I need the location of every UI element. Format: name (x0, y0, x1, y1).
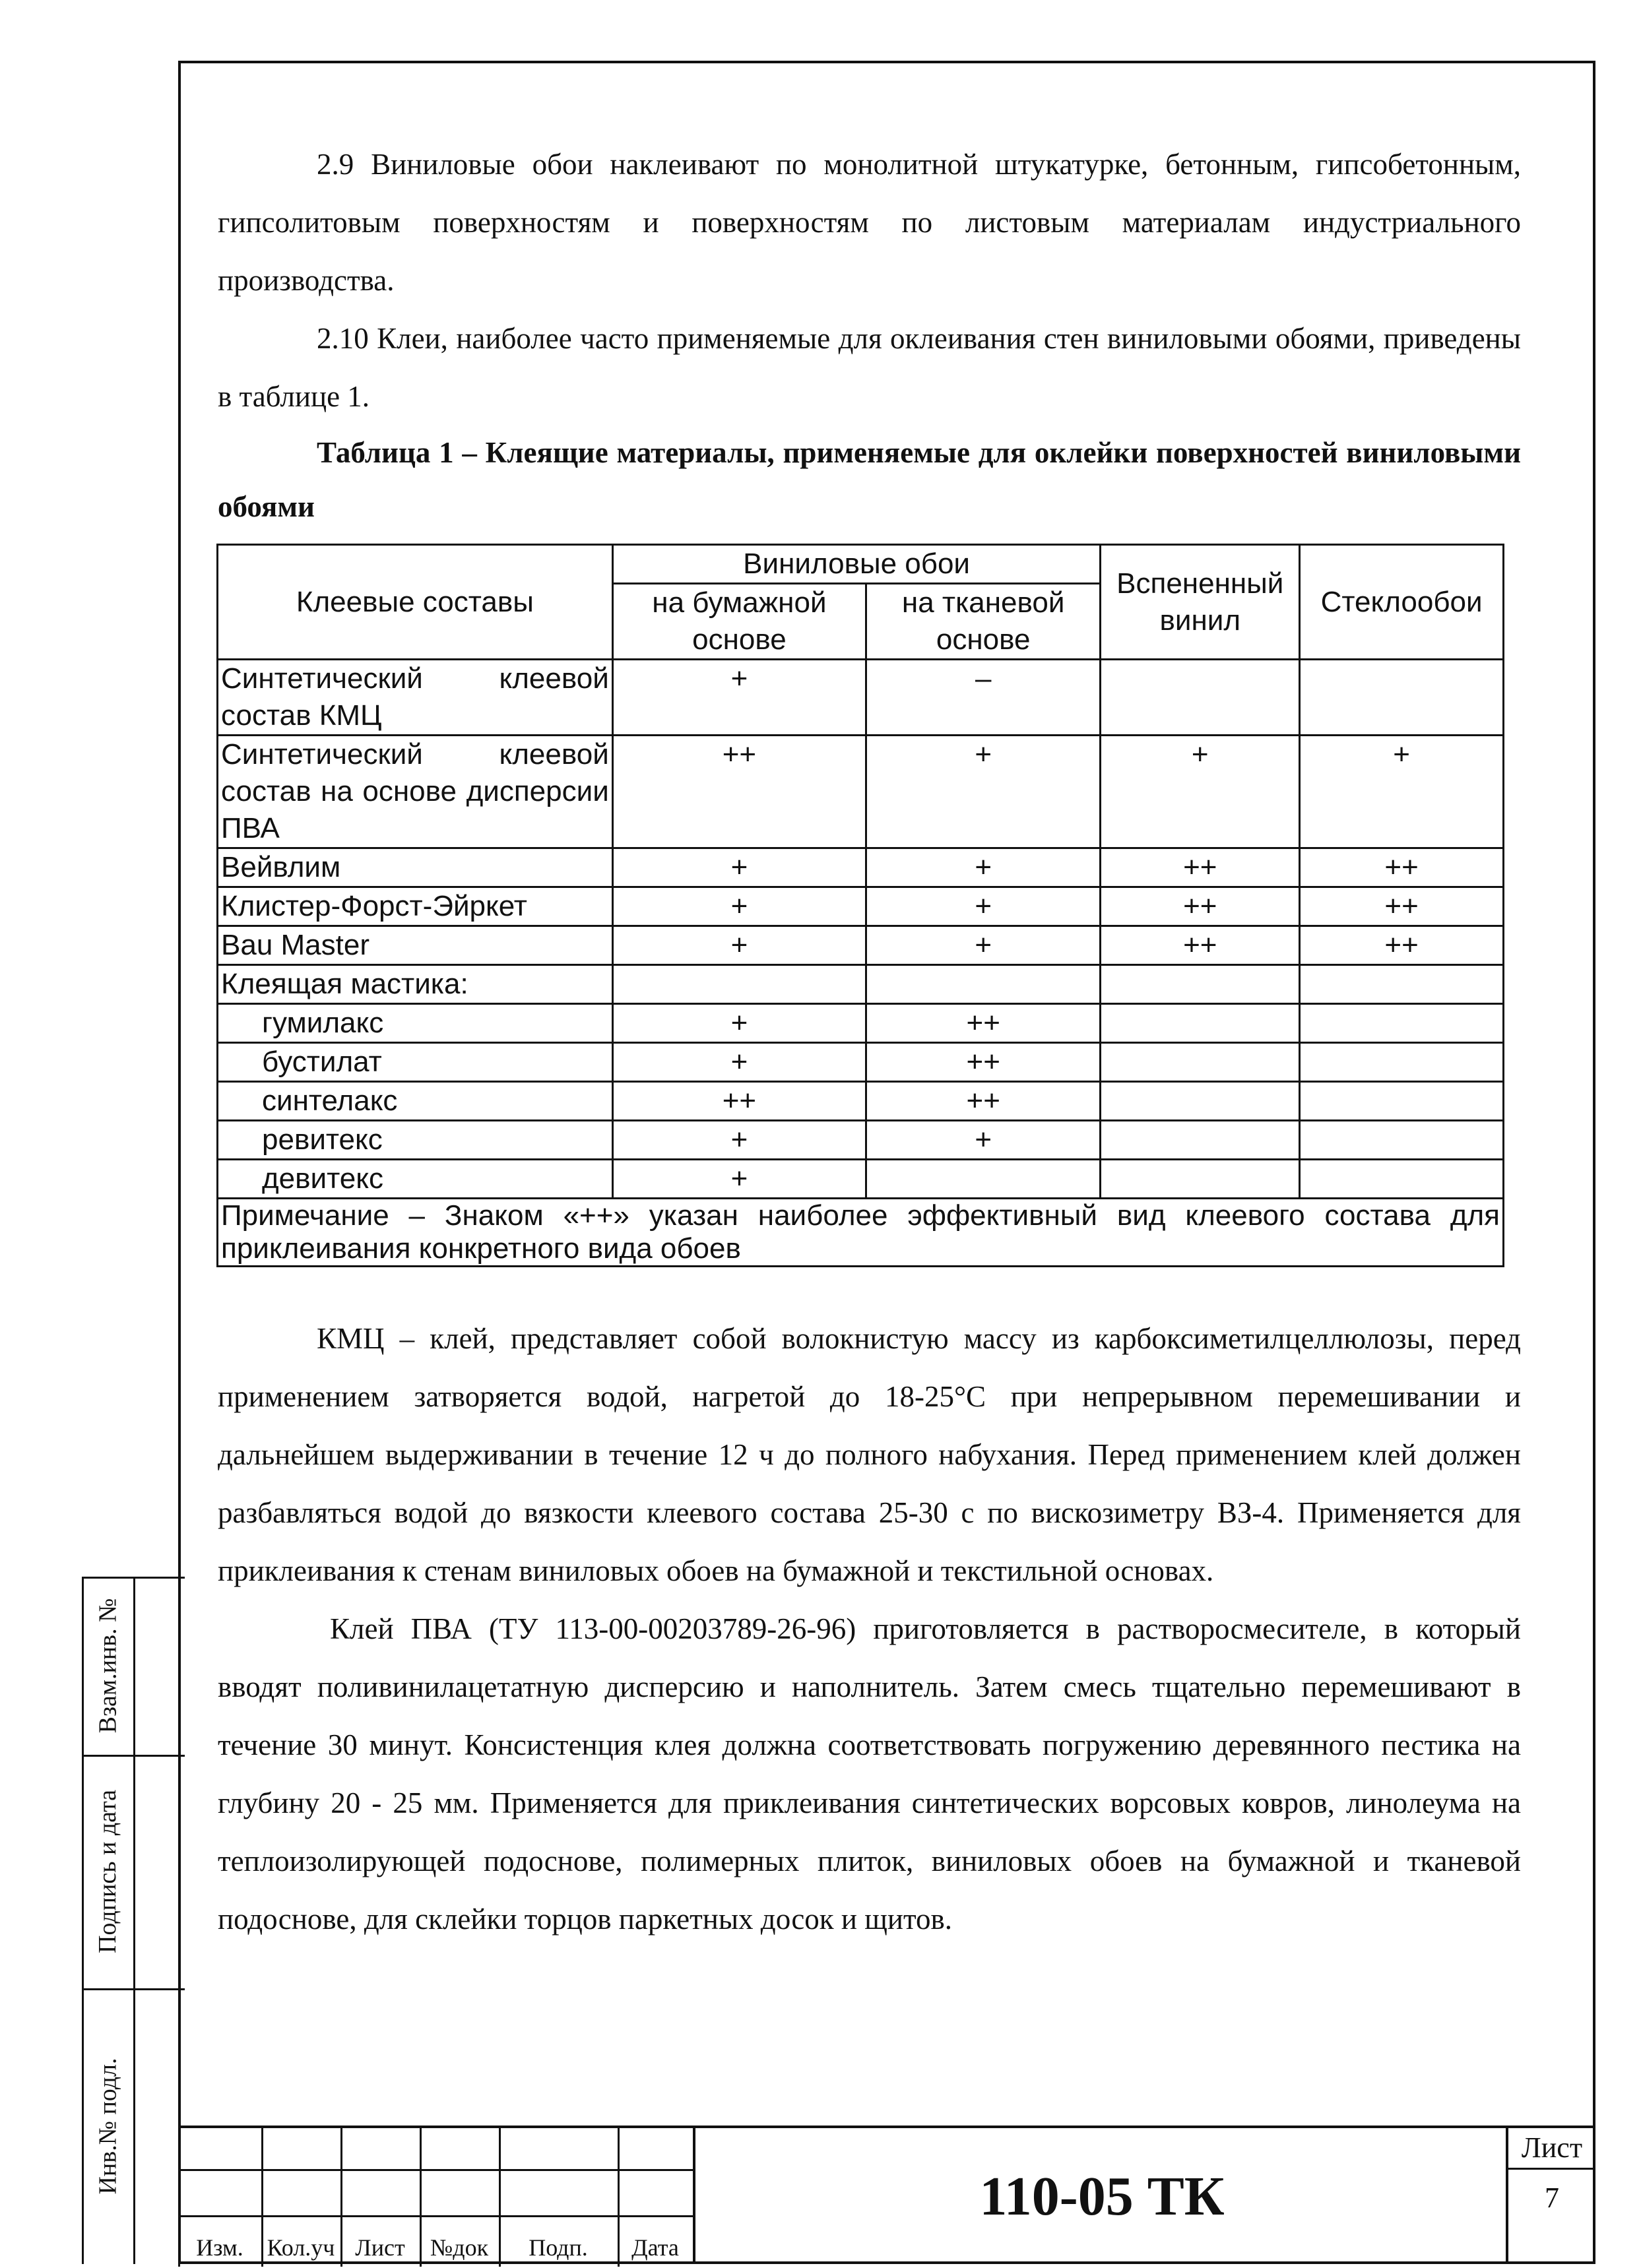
table-row (218, 965, 1504, 1004)
cell-paper (612, 965, 866, 1004)
row-name: бустилат (218, 1043, 613, 1082)
row-name: ревитекс (218, 1121, 613, 1160)
col-list: Лист (355, 2234, 405, 2261)
cell-foamed: ++ (1101, 926, 1300, 965)
cell-foamed (1101, 1160, 1300, 1199)
col-kol: Кол.уч (267, 2234, 335, 2261)
cell-paper: + (612, 660, 866, 736)
table-row (218, 1160, 1504, 1199)
table-caption: Таблица 1 – Клеящие материалы, применяемые для оклейки поверхностей виниловыми обоями (218, 436, 1521, 523)
col-podp: Подп. (529, 2234, 588, 2261)
cell-paper: ++ (612, 1082, 866, 1121)
paragraph-pva: Клей ПВА (ТУ 113-00-00203789-26-96) приготовляется в растворосмесителе, в который вводят поливинилацетатную дисперсию и наполнитель. Затем смесь тщательно перемешивают в течение 30 минут. Консистенция клея должна соответствовать погружению деревянного пестика на глубину 20 - 25 мм. Применяется для приклеивания синтетических ворсовых ковров, линолеума на теплоизолирующей подоснове, полимерных плиток, виниловых обоев на бумажной и тканевой подоснове, для склейки торцов паркетных досок и щитов. (218, 1612, 1521, 1936)
header-adhesives: Клеевые составы (218, 545, 613, 660)
cell-glass (1300, 1160, 1504, 1199)
cell-glass: + (1300, 736, 1504, 848)
cell-foamed (1101, 1004, 1300, 1043)
cell-fabric: ++ (866, 1043, 1101, 1082)
row-name: девитекс (218, 1160, 613, 1199)
table-row (218, 887, 1504, 926)
cell-glass: ++ (1300, 887, 1504, 926)
paragraph-kmc: КМЦ – клей, представляет собой волокнистую массу из карбоксиметилцеллюлозы, перед применением затворяется водой, нагретой до 18-25°С при непрерывном перемешивании и дальнейшем выдерживании в течение 12 ч до полного набухания. Перед применением клей должен разбавляться водой до вязкости клеевого состава 25-30 с по вискозиметру ВЗ-4. Применяется для приклеивания к стенам виниловых обоев на бумажной и текстильной основах. (218, 1322, 1521, 1587)
cell-foamed (1101, 1082, 1300, 1121)
row-name: Синтетический клеевой состав КМЦ (218, 660, 613, 736)
cell-foamed (1101, 1121, 1300, 1160)
row-name: Клистер-Форст-Эйркет (218, 887, 613, 926)
sheet-number: 7 (1545, 2182, 1559, 2214)
cell-glass (1300, 660, 1504, 736)
title-block (178, 2126, 1595, 2264)
sheet-box (1506, 2126, 1595, 2264)
cell-fabric: + (866, 887, 1101, 926)
cell-foamed: ++ (1101, 887, 1300, 926)
cell-fabric: ++ (866, 1082, 1101, 1121)
row-name: синтелакс (218, 1082, 613, 1121)
header-glass-fiber: Стеклообои (1300, 545, 1504, 660)
cell-foamed (1101, 965, 1300, 1004)
document-code: 110-05 ТК (693, 2126, 1508, 2264)
cell-foamed: ++ (1101, 848, 1300, 887)
table-row (218, 1121, 1504, 1160)
table-row (218, 1082, 1504, 1121)
table-note: Примечание – Знаком «++» указан наиболее эффективный вид клеевого состава для приклеивания конкретного вида обоев (218, 1199, 1504, 1267)
cell-glass (1300, 1082, 1504, 1121)
cell-paper: + (612, 1121, 866, 1160)
sheet-label: Лист (1508, 2128, 1595, 2170)
cell-glass (1300, 1121, 1504, 1160)
lower-text (218, 1309, 1521, 1948)
upper-text (218, 135, 1521, 534)
header-vinyl-group: Виниловые обои (612, 545, 1101, 584)
header-fabric-base: на тканевой основе (866, 584, 1101, 660)
header-paper-base: на бумажной основе (612, 584, 866, 660)
cell-fabric: + (866, 1121, 1101, 1160)
cell-fabric (866, 965, 1101, 1004)
cell-paper: + (612, 1004, 866, 1043)
col-ndok: №док (430, 2234, 489, 2261)
cell-fabric: + (866, 848, 1101, 887)
cell-foamed (1101, 1043, 1300, 1082)
cell-glass (1300, 1004, 1504, 1043)
cell-foamed: + (1101, 736, 1300, 848)
cell-paper: + (612, 887, 866, 926)
adhesives-table (216, 544, 1504, 1267)
paragraph-2-10: 2.10 Клеи, наиболее часто применяемые для оклеивания стен виниловыми обоями, приведены в таблице 1. (218, 322, 1521, 413)
col-data: Дата (631, 2234, 679, 2261)
cell-fabric (866, 1160, 1101, 1199)
title-block-column-headers (178, 2226, 693, 2264)
row-name: Вейвлим (218, 848, 613, 887)
cell-paper: ++ (612, 736, 866, 848)
cell-glass (1300, 1043, 1504, 1082)
side-stamp (82, 1577, 185, 2264)
cell-glass (1300, 965, 1504, 1004)
side-replaced-inv-label: Взам.инв. № (94, 1598, 122, 1734)
cell-fabric: + (866, 926, 1101, 965)
cell-fabric: + (866, 736, 1101, 848)
side-inv-no-label: Инв.№ подл. (94, 2058, 122, 2195)
cell-paper: + (612, 926, 866, 965)
table-row (218, 848, 1504, 887)
cell-paper: + (612, 1043, 866, 1082)
cell-fabric: ++ (866, 1004, 1101, 1043)
table-row (218, 736, 1504, 848)
table-row (218, 1004, 1504, 1043)
cell-glass: ++ (1300, 926, 1504, 965)
row-name: гумилакс (218, 1004, 613, 1043)
cell-fabric: – (866, 660, 1101, 736)
row-name: Bau Master (218, 926, 613, 965)
col-izm: Изм. (196, 2234, 243, 2261)
paragraph-2-9: 2.9 Виниловые обои наклеивают по монолитной штукатурке, бетонным, гипсобетонным, гипсолитовым поверхностям и поверхностям по листовым материалам индустриального производства. (218, 148, 1521, 297)
cell-paper: + (612, 1160, 866, 1199)
cell-glass: ++ (1300, 848, 1504, 887)
side-signature-date-label: Подпись и дата (94, 1789, 122, 1954)
cell-paper: + (612, 848, 866, 887)
table-row (218, 1043, 1504, 1082)
row-name: Клеящая мастика: (218, 965, 613, 1004)
table-row (218, 926, 1504, 965)
row-name: Синтетический клеевой состав на основе дисперсии ПВА (218, 736, 613, 848)
cell-foamed (1101, 660, 1300, 736)
table-row (218, 660, 1504, 736)
header-foamed-vinyl: Вспененный винил (1101, 545, 1300, 660)
